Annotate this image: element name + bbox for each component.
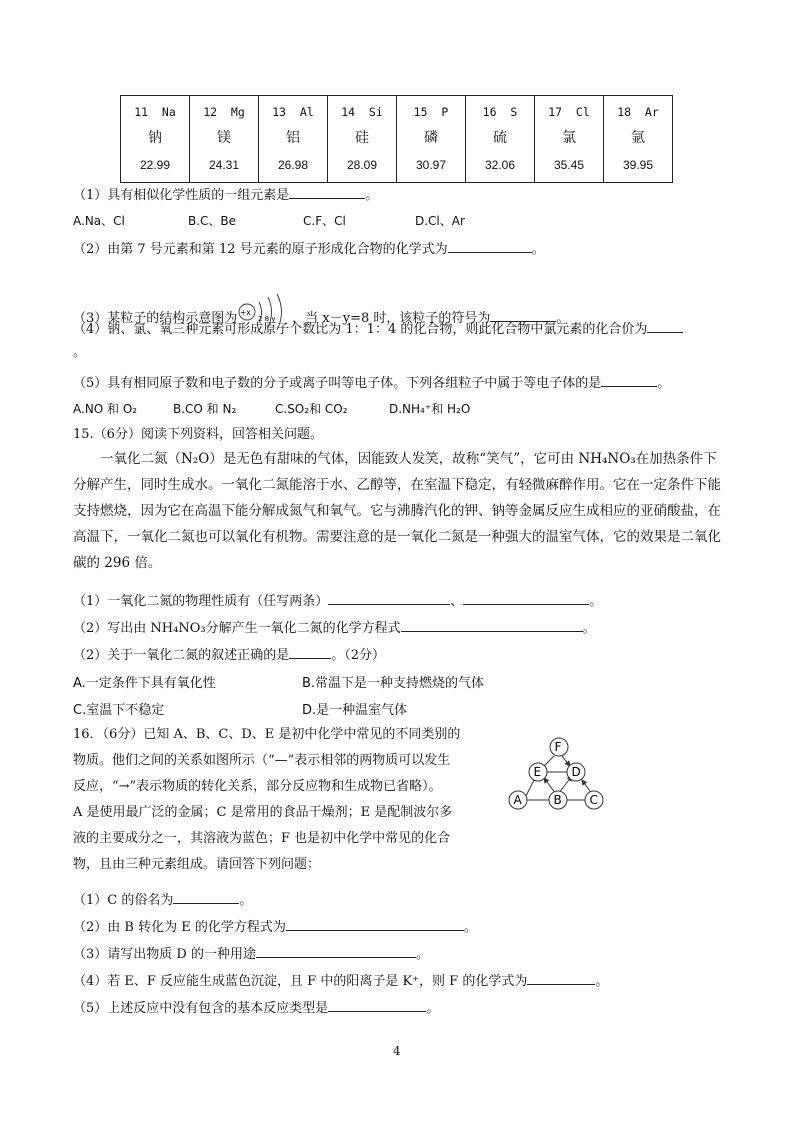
element-mass: 32.06: [484, 158, 516, 172]
q14-option-a[interactable]: A.Na、Cl: [73, 214, 125, 228]
q16-part2-text: （2）由 B 转化为 E 的化学方程式为: [73, 920, 286, 935]
q14-part5: [73, 372, 670, 393]
q14-option-d[interactable]: D.Cl、Ar: [415, 214, 465, 228]
q15-option-b[interactable]: B.常温下是一种支持燃烧的气体: [302, 676, 485, 691]
answer-blank[interactable]: [527, 970, 595, 985]
q14-part1-text: （1）具有相似化学性质的一组元素是: [73, 188, 290, 203]
element-table: [120, 95, 673, 183]
q16-part2-end: 。: [463, 920, 477, 935]
element-number-symbol: [121, 105, 189, 119]
q14-p5-option-d[interactable]: D.NH₄⁺和 H₂O: [389, 402, 471, 416]
element-number: 12: [203, 105, 218, 119]
q14-part5-text: （5）具有相同原子数和电子数的分子或离子叫等电子体。下列各组粒子中属于等电子体的是: [73, 376, 602, 391]
q16-part5-text: （5）上述反应中没有包含的基本反应类型是: [73, 1001, 329, 1016]
element-mass: 26.98: [277, 158, 309, 172]
q14-part2-text: （2）由第 7 号元素和第 12 号元素的原子形成化合物的化学式为: [73, 242, 448, 257]
element-number: 17: [548, 105, 563, 119]
q14-p5-option-a[interactable]: A.NO 和 O₂: [73, 402, 138, 416]
element-mass: 39.95: [622, 158, 654, 172]
q16-line-1: 16．（6分）已知 A、B、C、D、E 是初中化学中常见的不同类别的: [73, 727, 461, 742]
answer-blank[interactable]: [173, 889, 239, 904]
element-symbol: S: [510, 105, 518, 119]
q14-option-c[interactable]: C.F、Cl: [303, 214, 346, 228]
q15-part1: [73, 590, 602, 611]
element-cell: [397, 96, 466, 183]
element-mass: 30.97: [415, 158, 447, 172]
answer-blank[interactable]: [601, 372, 657, 387]
element-number-symbol: [466, 105, 534, 119]
element-name: 铝: [286, 130, 300, 146]
q14-p5-option-c[interactable]: C.SO₂和 CO₂: [275, 402, 348, 416]
element-number-symbol: [604, 105, 672, 119]
element-name: 氯: [562, 130, 576, 146]
q16-part1: [73, 889, 252, 910]
answer-blank[interactable]: [328, 590, 450, 605]
element-row: [121, 96, 673, 183]
element-name: 氩: [631, 130, 645, 146]
element-cell: [604, 96, 673, 183]
q14-part5-end: 。: [657, 376, 671, 391]
element-cell: [535, 96, 604, 183]
q15-reading-passage: 一氧化二氮（N₂O）是无色有甜味的气体，因能致人发笑，故称“笑气”，它可由 NH₄NO₃在加热条件下分解产生，同时生成水。一氧化二氮能溶于水、乙醇等，在室温下稳定，有轻微麻醉作用。它在一定条件下能支持燃烧，因为它在高温下能分解成氮气和氧气。它与沸腾汽化的钾、钠等金属反应生成相应的亚硝酸盐，在高温下，一氧化二氮也可以氧化有机物。需要注意的是一氧化二氮是一种强大的温室气体，它的效果是二氧化碳的 296 倍。: [73, 451, 721, 571]
arrow-f-d: [562, 756, 570, 766]
node-a: [509, 791, 527, 809]
node-e: [529, 763, 547, 781]
q16-line-5: 液的主要成分之一，其溶液为蓝色；F 也是初中化学中常见的化合: [73, 831, 451, 846]
node-b: [549, 791, 567, 809]
q16-part3: [73, 943, 429, 964]
element-symbol: Ar: [644, 105, 659, 119]
q14-p5-option-b[interactable]: B.CO 和 N₂: [173, 402, 237, 416]
element-mass: 24.31: [208, 158, 240, 172]
answer-blank[interactable]: [286, 916, 464, 931]
page-number: 4: [393, 1044, 401, 1058]
q16-line-2: 物质。他们之间的关系如图所示（“—”表示相邻的两物质可以发生: [73, 753, 451, 768]
element-symbol: Cl: [575, 105, 590, 119]
q16-line-3: 反应，“→”表示物质的转化关系，部分反应物和生成物已省略）。: [73, 779, 442, 794]
element-mass: 28.09: [346, 158, 378, 172]
element-number-symbol: [397, 105, 465, 119]
q16-part4-end: 。: [595, 974, 609, 989]
q14-part2: [73, 238, 545, 259]
element-number: 18: [617, 105, 632, 119]
q15-part3-text: （2）关于一氧化二氮的叙述正确的是: [73, 648, 290, 663]
q16-part5: [73, 997, 439, 1018]
element-number-symbol: [259, 105, 327, 119]
svg-text:A: A: [513, 793, 522, 807]
q15-option-c[interactable]: C.室温下不稳定: [73, 703, 165, 718]
element-symbol: Mg: [230, 105, 245, 119]
answer-blank[interactable]: [256, 943, 416, 958]
q16-line-4: A 是使用最广泛的金属；C 是常用的食品干燥剂；E 是配制波尔多: [73, 805, 453, 820]
element-number: 16: [482, 105, 497, 119]
q15-part1-end: 。: [589, 594, 603, 609]
svg-text:C: C: [589, 793, 598, 807]
q16-part3-end: 。: [415, 947, 429, 962]
answer-blank[interactable]: [401, 617, 583, 632]
q14-part1: [73, 184, 378, 205]
element-symbol: Si: [368, 105, 383, 119]
q15-part3: [73, 644, 385, 665]
q16-part5-end: 。: [426, 1001, 440, 1016]
q15-option-d[interactable]: D.是一种温室气体: [302, 703, 408, 718]
shell-electron-counts: 2 8 y: [258, 315, 276, 323]
q14-part4: [73, 318, 683, 339]
element-cell: [466, 96, 535, 183]
element-name: 镁: [217, 130, 231, 146]
q16-part4: [73, 970, 608, 991]
relationship-diagram: [504, 734, 610, 816]
node-f: [550, 738, 568, 756]
element-number: 11: [134, 105, 149, 119]
element-number: 14: [341, 105, 356, 119]
q14-part1-end: 。: [365, 188, 379, 203]
answer-blank[interactable]: [328, 997, 426, 1012]
q16-line-6: 物，且由三种元素组成。请回答下列问题：: [73, 857, 321, 872]
element-number-symbol: [190, 105, 258, 119]
element-name: 硫: [493, 130, 507, 146]
q16-part3-text: （3）请写出物质 D 的一种用途: [73, 947, 256, 962]
q15-part2-end: 。: [582, 621, 596, 636]
element-number: 13: [272, 105, 287, 119]
q15-part3-end: 。（2分）: [331, 648, 386, 663]
q15-part2: [73, 617, 596, 638]
q14-part3-end: 。: [556, 311, 570, 326]
q15-part1-sep: 、: [450, 594, 464, 609]
nucleus-label: +x: [240, 308, 252, 317]
element-mass: 22.99: [139, 158, 171, 172]
element-name: 磷: [424, 130, 438, 146]
element-cell: [259, 96, 328, 183]
link-f-e: [544, 756, 554, 766]
answer-blank[interactable]: [289, 184, 365, 199]
q16-part1-end: 。: [239, 893, 253, 908]
q14-option-b[interactable]: B.C、Be: [188, 214, 237, 228]
q15-part1-text: （1）一氧化二氮的物理性质有（任写两条）: [73, 594, 329, 609]
element-cell: [190, 96, 259, 183]
answer-blank[interactable]: [289, 644, 331, 659]
element-cell: [121, 96, 190, 183]
answer-blank[interactable]: [463, 590, 589, 605]
q14-part4-end: 。: [73, 345, 87, 360]
q16-part4-text: （4）若 E、F 反应能生成蓝色沉淀，且 F 中的阳离子是 K⁺，则 F 的化学式为: [73, 974, 528, 989]
svg-text:B: B: [553, 793, 562, 807]
q14-part2-end: 。: [531, 242, 545, 257]
element-symbol: Al: [299, 105, 314, 119]
element-symbol: P: [441, 105, 449, 119]
q14-part4-text: （4）钠、氯、氧三种元素可形成原子个数比为 1：1：4 的化合物，则此化合物中氯元素的化合价为: [73, 322, 648, 337]
element-cell: [328, 96, 397, 183]
element-name: 钠: [148, 130, 162, 146]
answer-blank[interactable]: [647, 318, 683, 333]
node-d: [567, 763, 585, 781]
element-number-symbol: [328, 105, 396, 119]
q15-option-a[interactable]: A.一定条件下具有氧化性: [73, 676, 216, 691]
element-symbol: Na: [161, 105, 176, 119]
q16-part2: [73, 916, 477, 937]
element-name: 硅: [355, 130, 369, 146]
svg-text:F: F: [554, 740, 562, 754]
element-mass: 35.45: [553, 158, 585, 172]
answer-blank[interactable]: [448, 238, 532, 253]
q15-part2-text: （2）写出由 NH₄NO₃分解产生一氧化二氮的化学方程式: [73, 621, 401, 636]
q14-part3-text: （3）某粒子的结构示意图为: [73, 311, 238, 326]
node-c: [585, 791, 603, 809]
element-number: 15: [413, 105, 428, 119]
q14-part3-text2: ，当 x－y=8 时，该粒子的符号为: [292, 311, 491, 326]
element-number-symbol: [535, 105, 603, 119]
svg-text:D: D: [571, 765, 581, 779]
q16-part1-text: （1）C 的俗名为: [73, 893, 174, 908]
q15-title: 15.（6分）阅读下列资料，回答相关问题。: [73, 427, 323, 442]
svg-text:E: E: [533, 765, 542, 779]
